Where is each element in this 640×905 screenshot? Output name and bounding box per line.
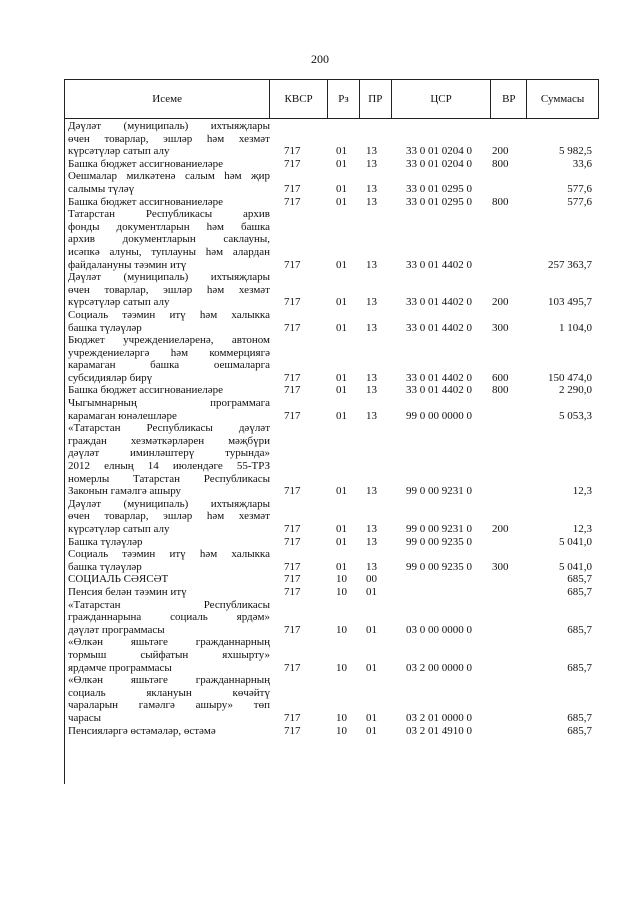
row-name-line: «Өлкән яшьтәге гражданнарның bbox=[68, 636, 270, 649]
cell-pr: 01 bbox=[366, 661, 377, 674]
cell-pr: 01 bbox=[366, 724, 377, 737]
table-header bbox=[64, 79, 599, 119]
cell-csr: 99 0 00 9235 0 bbox=[406, 560, 472, 573]
row-name bbox=[64, 548, 270, 573]
cell-kvsr: 717 bbox=[284, 321, 301, 334]
cell-rz: 01 bbox=[336, 409, 347, 422]
row-name-line: СОЦИАЛЬ СӘЯСӘТ bbox=[68, 573, 169, 586]
cell-csr: 99 0 00 9231 0 bbox=[406, 485, 472, 498]
cell-sum: 5 041,0 bbox=[559, 560, 592, 573]
table-row bbox=[64, 158, 599, 171]
row-name-line: ярдәмче программасы bbox=[68, 661, 172, 674]
cell-sum: 685,7 bbox=[567, 585, 592, 598]
cell-rz: 10 bbox=[336, 661, 347, 674]
cell-kvsr: 717 bbox=[284, 535, 301, 548]
cell-csr: 33 0 01 4402 0 bbox=[406, 371, 472, 384]
table-row bbox=[64, 599, 599, 637]
table-row bbox=[64, 422, 599, 498]
cell-csr: 33 0 01 0204 0 bbox=[406, 145, 472, 158]
cell-csr: 99 0 00 9231 0 bbox=[406, 523, 472, 535]
cell-rz: 01 bbox=[336, 296, 347, 309]
cell-pr: 13 bbox=[366, 560, 377, 573]
header-pr: ПР bbox=[360, 80, 392, 118]
row-name-line: архив документларын саклауны, bbox=[68, 233, 270, 246]
cell-sum: 685,7 bbox=[567, 623, 592, 636]
table-row bbox=[64, 636, 599, 674]
row-name bbox=[64, 170, 270, 195]
cell-kvsr: 717 bbox=[284, 585, 301, 598]
cell-sum: 1 104,0 bbox=[559, 321, 592, 334]
header-rz: Рз bbox=[328, 80, 360, 118]
cell-kvsr: 717 bbox=[284, 384, 301, 397]
cell-vr: 800 bbox=[492, 384, 509, 397]
cell-vr: 800 bbox=[492, 195, 509, 208]
cell-sum: 685,7 bbox=[567, 573, 592, 586]
cell-sum: 685,7 bbox=[567, 711, 592, 724]
table-row bbox=[64, 271, 599, 309]
cell-vr: 200 bbox=[492, 145, 509, 158]
row-name bbox=[64, 208, 270, 271]
cell-pr: 13 bbox=[366, 409, 377, 422]
cell-rz: 01 bbox=[336, 535, 347, 548]
row-name-line: Башка түләүләр bbox=[68, 535, 143, 548]
row-name-line: күрсәтүләр сатып алу bbox=[68, 145, 170, 158]
cell-rz: 01 bbox=[336, 485, 347, 498]
cell-kvsr: 717 bbox=[284, 371, 301, 384]
row-name bbox=[64, 536, 270, 549]
row-name-line: исәпкә алуны, туплауны һәм алардан bbox=[68, 245, 270, 258]
cell-sum: 5 053,3 bbox=[559, 409, 592, 422]
row-name-line: Башка бюджет ассигнованиеләре bbox=[68, 157, 223, 170]
cell-kvsr: 717 bbox=[284, 485, 301, 498]
cell-csr: 33 0 01 0295 0 bbox=[406, 182, 472, 195]
cell-sum: 2 290,0 bbox=[559, 384, 592, 397]
cell-sum: 103 495,7 bbox=[548, 296, 592, 309]
cell-kvsr: 717 bbox=[284, 661, 301, 674]
table-row bbox=[64, 384, 599, 397]
row-name bbox=[64, 674, 270, 724]
cell-kvsr: 717 bbox=[284, 623, 301, 636]
cell-vr: 200 bbox=[492, 523, 509, 535]
row-name-line: Башка бюджет ассигнованиеләре bbox=[68, 384, 223, 397]
row-name bbox=[64, 158, 270, 171]
cell-rz: 01 bbox=[336, 321, 347, 334]
row-name-line: Законын гамәлгә ашыру bbox=[68, 485, 182, 498]
cell-rz: 01 bbox=[336, 371, 347, 384]
header-vr: ВР bbox=[491, 80, 527, 118]
cell-sum: 150 474,0 bbox=[548, 371, 592, 384]
row-name bbox=[64, 636, 270, 674]
row-name bbox=[64, 397, 270, 422]
row-name-line: Дәүләт (муниципаль) ихтыяҗлары bbox=[68, 271, 270, 284]
cell-csr: 03 2 00 0000 0 bbox=[406, 661, 472, 674]
cell-rz: 01 bbox=[336, 182, 347, 195]
header-kvsr: КВСР bbox=[270, 80, 328, 118]
cell-csr: 03 2 01 0000 0 bbox=[406, 711, 472, 724]
row-name-line: «Өлкән яшьтәге гражданнарның bbox=[68, 674, 270, 687]
row-name-line: Башка бюджет ассигнованиеләре bbox=[68, 195, 223, 208]
cell-pr: 13 bbox=[366, 182, 377, 195]
row-name-line: файдалануны тәэмин итү bbox=[68, 258, 187, 271]
cell-kvsr: 717 bbox=[284, 573, 301, 586]
row-name-line: Татарстан Республикасы архив bbox=[68, 208, 270, 221]
cell-vr: 600 bbox=[492, 371, 509, 384]
row-name-line: фонды документларын һәм башка bbox=[68, 220, 270, 233]
row-name-line: Социаль тәэмин итү һәм халыкка bbox=[68, 548, 270, 561]
table-row bbox=[64, 674, 599, 724]
cell-csr: 33 0 01 4402 0 bbox=[406, 296, 472, 309]
table-row bbox=[64, 725, 599, 738]
cell-sum: 257 363,7 bbox=[548, 258, 592, 271]
cell-pr: 13 bbox=[366, 157, 377, 170]
cell-pr: 13 bbox=[366, 535, 377, 548]
row-name-line: өчен товарлар, эшләр һәм хезмәт bbox=[68, 510, 270, 523]
cell-rz: 10 bbox=[336, 585, 347, 598]
row-name bbox=[64, 334, 270, 384]
row-name-line: гражданнарына социаль ярдәм» bbox=[68, 611, 270, 624]
row-name-line: «Татарстан Республикасы дәүләт bbox=[68, 422, 270, 435]
cell-vr: 200 bbox=[492, 296, 509, 309]
table-row bbox=[64, 196, 599, 209]
cell-pr: 01 bbox=[366, 585, 377, 598]
table-row bbox=[64, 548, 599, 573]
row-name-line: граждан хезмәткәрләрен мәҗбүри bbox=[68, 434, 270, 447]
row-name-line: Дәүләт (муниципаль) ихтыяҗлары bbox=[68, 497, 270, 510]
cell-csr: 99 0 00 0000 0 bbox=[406, 409, 472, 422]
cell-csr: 33 0 01 0204 0 bbox=[406, 157, 472, 170]
cell-vr: 800 bbox=[492, 157, 509, 170]
cell-rz: 10 bbox=[336, 724, 347, 737]
row-name bbox=[64, 725, 270, 738]
row-name bbox=[64, 422, 270, 498]
row-name-line: күрсәтүләр сатып алу bbox=[68, 296, 170, 309]
row-name-line: Оешмалар милкәтенә салым һәм җир bbox=[68, 170, 270, 183]
table-row bbox=[64, 120, 599, 158]
cell-pr: 13 bbox=[366, 523, 377, 535]
cell-kvsr: 717 bbox=[284, 195, 301, 208]
cell-kvsr: 717 bbox=[284, 296, 301, 309]
table-row bbox=[64, 573, 599, 586]
page-number: 200 bbox=[311, 52, 329, 66]
row-name-line: «Татарстан Республикасы bbox=[68, 598, 270, 611]
cell-sum: 5 982,5 bbox=[559, 145, 592, 158]
cell-pr: 13 bbox=[366, 258, 377, 271]
cell-kvsr: 717 bbox=[284, 560, 301, 573]
cell-kvsr: 717 bbox=[284, 724, 301, 737]
cell-pr: 13 bbox=[366, 321, 377, 334]
cell-csr: 33 0 01 4402 0 bbox=[406, 384, 472, 397]
row-name-line: дәүләт программасы bbox=[68, 623, 165, 636]
row-name-line: 2012 елның 14 июлендәге 55-ТРЗ bbox=[68, 460, 270, 473]
row-name bbox=[64, 120, 270, 158]
cell-kvsr: 717 bbox=[284, 258, 301, 271]
row-name bbox=[64, 196, 270, 209]
table-row bbox=[64, 586, 599, 599]
table-row bbox=[64, 309, 599, 334]
cell-csr: 03 2 01 4910 0 bbox=[406, 724, 472, 737]
cell-csr: 33 0 01 4402 0 bbox=[406, 321, 472, 334]
cell-sum: 12,3 bbox=[572, 485, 592, 498]
row-name-line: башка түләүләр bbox=[68, 560, 142, 573]
table-row bbox=[64, 208, 599, 271]
table-row bbox=[64, 498, 599, 536]
cell-rz: 01 bbox=[336, 560, 347, 573]
table-body bbox=[64, 120, 599, 737]
row-name-line: күрсәтүләр сатып алу bbox=[68, 523, 170, 535]
row-name bbox=[64, 271, 270, 309]
cell-pr: 00 bbox=[366, 573, 377, 586]
row-name bbox=[64, 599, 270, 637]
cell-sum: 577,6 bbox=[567, 195, 592, 208]
row-name-line: дәүләт иминләштерү турында» bbox=[68, 447, 270, 460]
cell-pr: 13 bbox=[366, 145, 377, 158]
row-name-line: башка түләүләр bbox=[68, 321, 142, 334]
cell-vr: 300 bbox=[492, 321, 509, 334]
row-name-line: салымы түләү bbox=[68, 182, 135, 195]
cell-rz: 01 bbox=[336, 195, 347, 208]
cell-kvsr: 717 bbox=[284, 145, 301, 158]
row-name bbox=[64, 573, 270, 586]
cell-pr: 13 bbox=[366, 371, 377, 384]
cell-pr: 13 bbox=[366, 195, 377, 208]
row-name-line: Бюджет учреждениеләренә, автоном bbox=[68, 334, 270, 347]
row-name-line: номерлы Татарстан Республикасы bbox=[68, 472, 270, 485]
row-name-line: өчен товарлар, эшләр һәм хезмәт bbox=[68, 132, 270, 145]
cell-rz: 01 bbox=[336, 145, 347, 158]
row-name-line: карамаган юнәлешләре bbox=[68, 409, 177, 422]
cell-pr: 13 bbox=[366, 384, 377, 397]
cell-kvsr: 717 bbox=[284, 157, 301, 170]
table-row bbox=[64, 170, 599, 195]
row-name-line: карамаган башка оешмаларга bbox=[68, 359, 270, 372]
cell-pr: 13 bbox=[366, 296, 377, 309]
row-name-line: өчен товарлар, эшләр һәм хезмәт bbox=[68, 283, 270, 296]
row-name bbox=[64, 586, 270, 599]
cell-kvsr: 717 bbox=[284, 409, 301, 422]
row-name-line: учреждениеләргә һәм коммерциягә bbox=[68, 346, 270, 359]
row-name-line: социаль яклануын көчәйтү bbox=[68, 686, 270, 699]
table-row bbox=[64, 536, 599, 549]
cell-csr: 99 0 00 9235 0 bbox=[406, 535, 472, 548]
header-name: Исеме bbox=[65, 80, 270, 118]
cell-sum: 685,7 bbox=[567, 661, 592, 674]
row-name-line: чарасы bbox=[68, 711, 102, 724]
cell-sum: 5 041,0 bbox=[559, 535, 592, 548]
cell-rz: 10 bbox=[336, 711, 347, 724]
cell-csr: 33 0 01 0295 0 bbox=[406, 195, 472, 208]
cell-csr: 03 0 00 0000 0 bbox=[406, 623, 472, 636]
cell-rz: 01 bbox=[336, 258, 347, 271]
cell-rz: 10 bbox=[336, 623, 347, 636]
cell-sum: 685,7 bbox=[567, 724, 592, 737]
cell-kvsr: 717 bbox=[284, 182, 301, 195]
cell-pr: 01 bbox=[366, 711, 377, 724]
cell-pr: 01 bbox=[366, 623, 377, 636]
cell-rz: 01 bbox=[336, 157, 347, 170]
row-name bbox=[64, 498, 270, 536]
row-name-line: Пенсияләргә өстәмәләр, өстәмә bbox=[68, 724, 216, 737]
row-name bbox=[64, 309, 270, 334]
cell-rz: 01 bbox=[336, 523, 347, 535]
cell-rz: 01 bbox=[336, 384, 347, 397]
row-name-line: Пенсия белән тәэмин итү bbox=[68, 585, 187, 598]
table-row bbox=[64, 334, 599, 384]
row-name-line: Чыгымнарның программага bbox=[68, 397, 270, 410]
row-name-line: тормыш сыйфатын яхшырту» bbox=[68, 648, 270, 661]
cell-pr: 13 bbox=[366, 485, 377, 498]
row-name-line: чараларын гамәлгә ашыру» төп bbox=[68, 699, 270, 712]
table-row bbox=[64, 397, 599, 422]
cell-sum: 12,3 bbox=[572, 523, 592, 535]
cell-rz: 10 bbox=[336, 573, 347, 586]
header-csr: ЦСР bbox=[392, 80, 492, 118]
cell-csr: 33 0 01 4402 0 bbox=[406, 258, 472, 271]
row-name-line: Социаль тәэмин итү һәм халыкка bbox=[68, 308, 270, 321]
cell-sum: 577,6 bbox=[567, 182, 592, 195]
cell-kvsr: 717 bbox=[284, 523, 301, 535]
cell-vr: 300 bbox=[492, 560, 509, 573]
header-sum: Суммасы bbox=[540, 93, 585, 105]
row-name bbox=[64, 384, 270, 397]
row-name-line: Дәүләт (муниципаль) ихтыяҗлары bbox=[68, 120, 270, 132]
row-name-line: субсидияләр бирү bbox=[68, 371, 153, 384]
cell-sum: 33,6 bbox=[572, 157, 592, 170]
cell-kvsr: 717 bbox=[284, 711, 301, 724]
